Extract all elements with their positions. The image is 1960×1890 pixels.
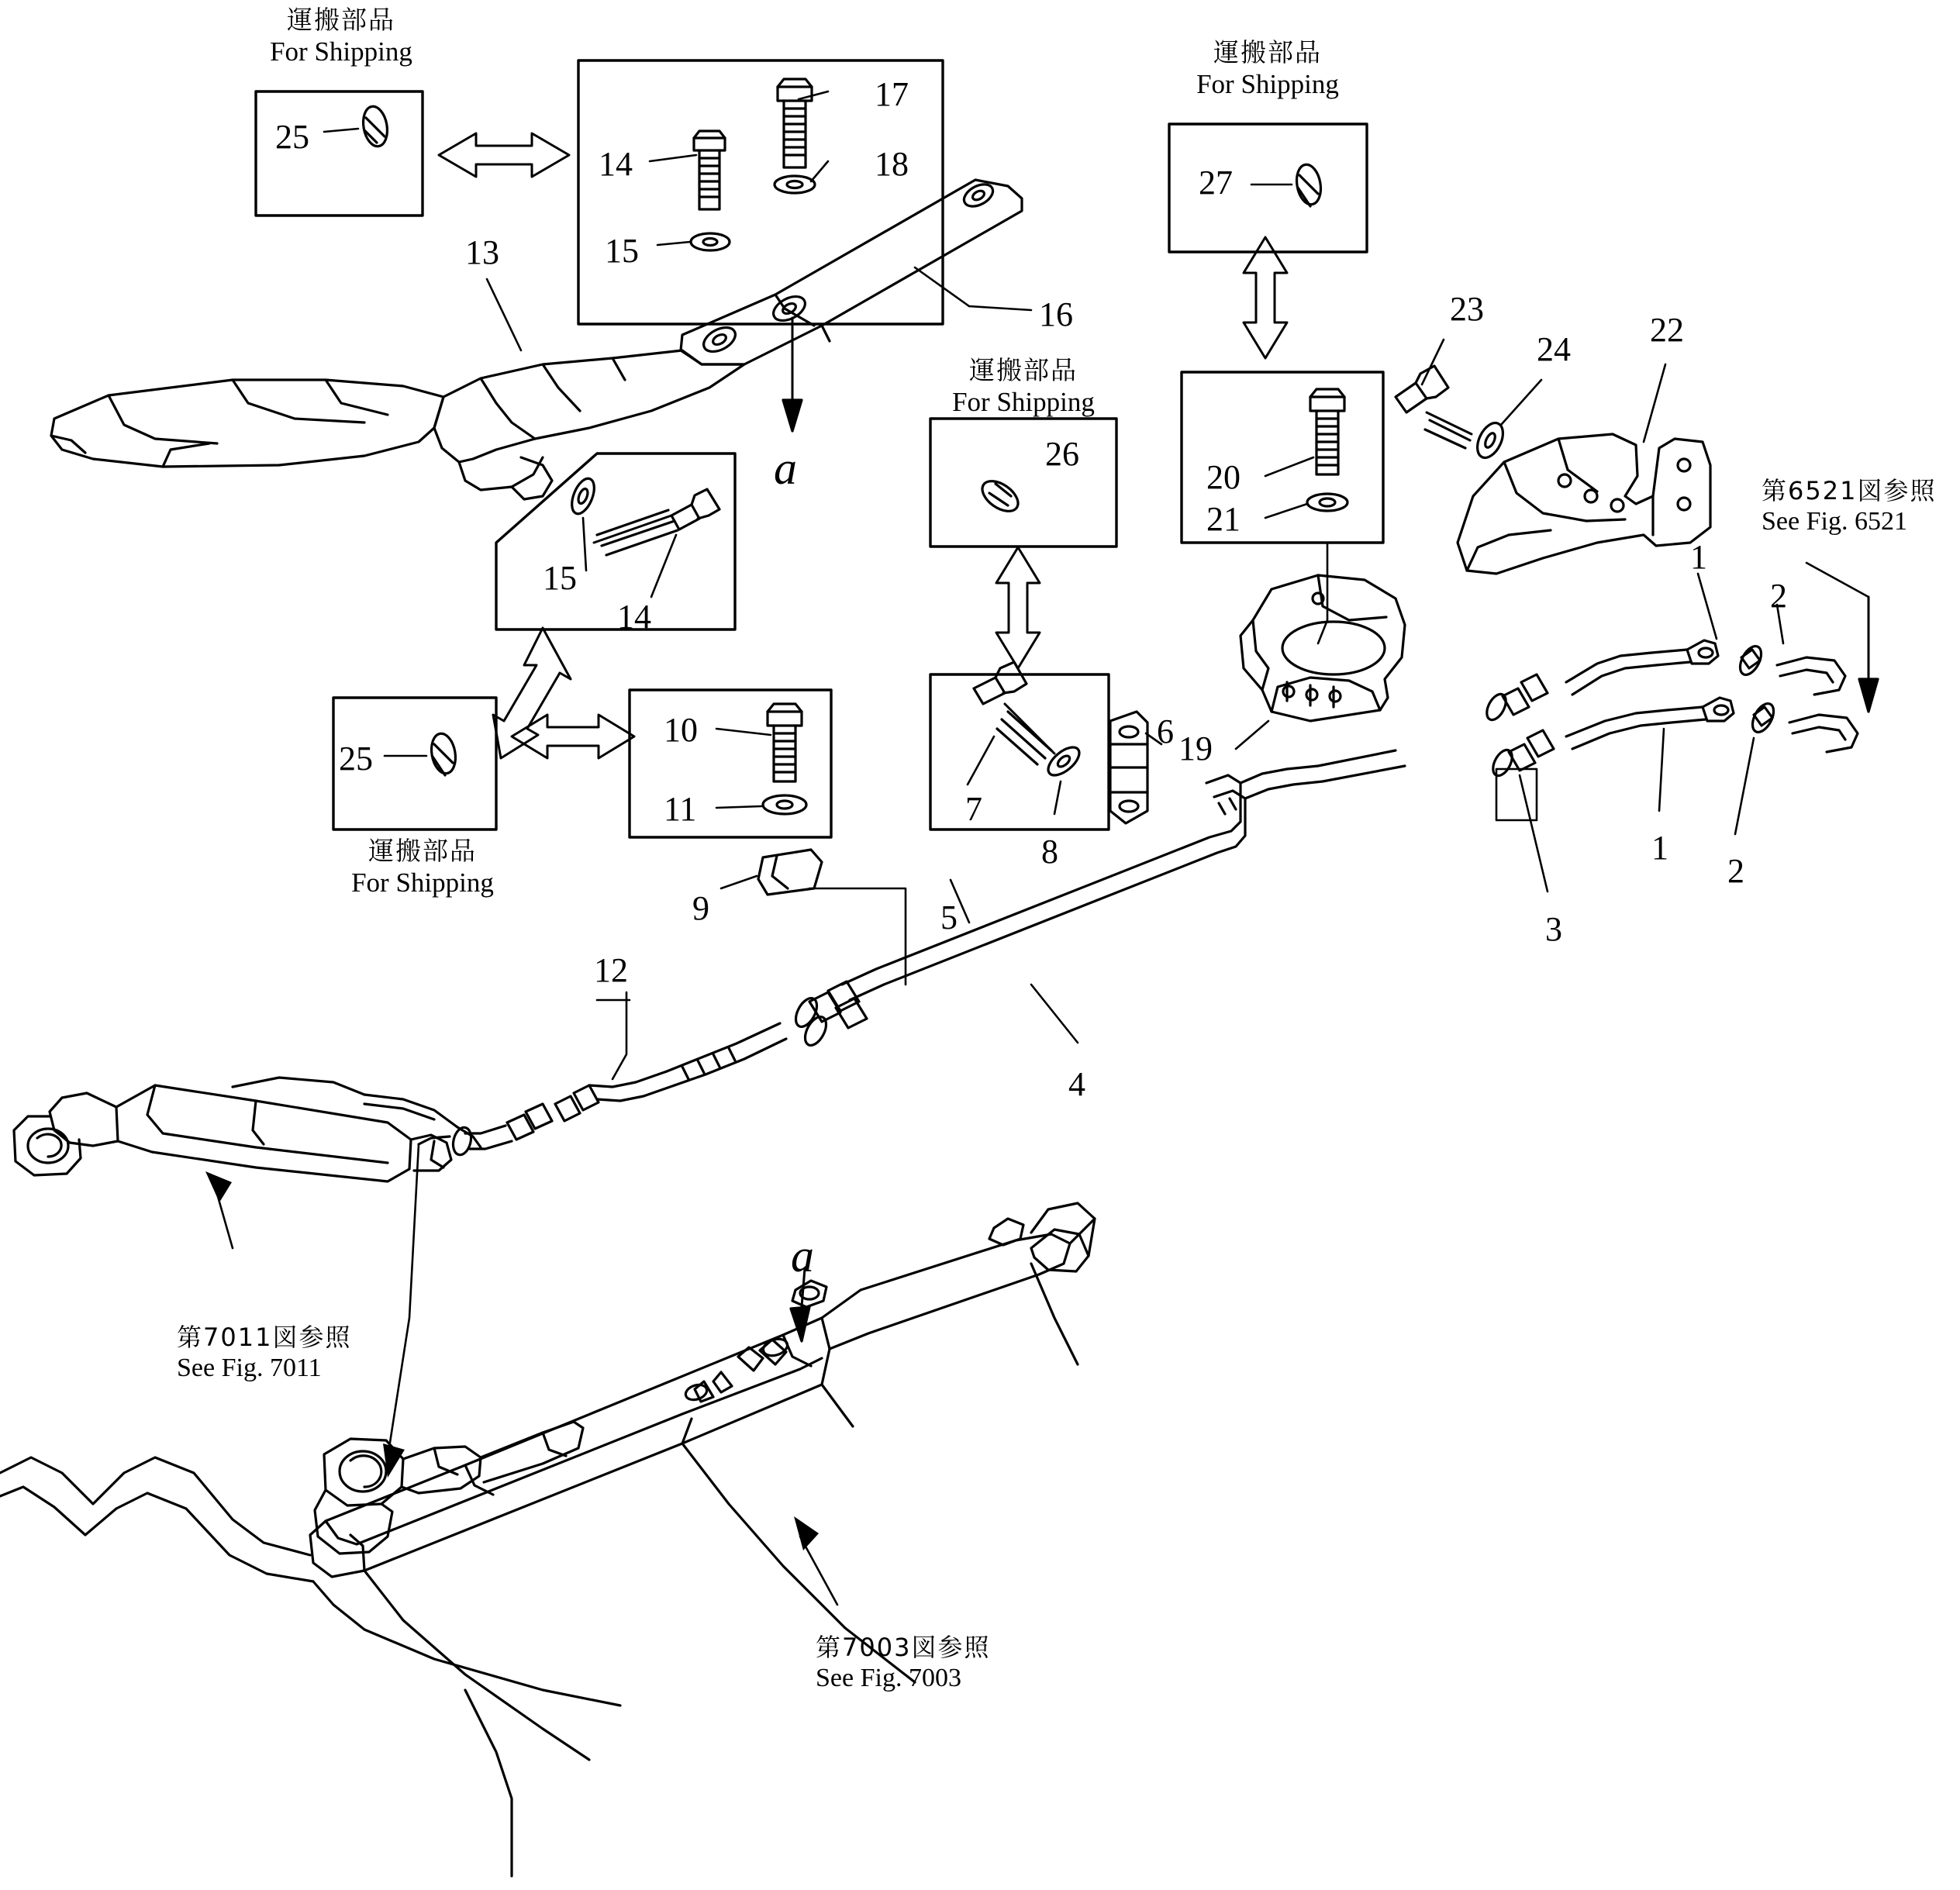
bolt-14-box [694,131,725,209]
bolt-20 [1310,389,1344,474]
item-number-17: 17 [875,75,909,113]
left-plate [51,380,443,467]
bolt-10 [768,704,802,781]
arm-16 [681,180,1022,364]
item-number-4: 4 [1068,1065,1085,1103]
item-number-1a: 1 [1690,538,1707,576]
terrain [0,1264,1078,1876]
shipping-label-4 [314,831,531,898]
bracket-19 [1241,575,1405,721]
shipping-label-1-jp: 運搬部品 [287,5,395,35]
washer-11 [763,795,806,814]
bolt-7 [974,662,1054,764]
reference-fig-7011 [177,1318,351,1383]
item-number-13: 13 [465,233,499,271]
item-number-2a: 2 [1770,577,1787,615]
arrow-double-1 [439,133,569,177]
washer-21 [1307,494,1348,511]
shipping-label-4-jp: 運搬部品 [368,836,477,866]
washer-24 [1472,419,1508,461]
washer-15-lower [568,475,599,516]
shipping-label-4-en: For Shipping [351,867,494,898]
reference-fig-7003 [816,1628,990,1693]
reference-fig-7011-jp: 第7011図参照 [177,1323,352,1352]
pin-27 [1294,163,1324,206]
reference-fig-6521-jp: 第6521図参照 [1762,476,1937,505]
bolt-14-lower [594,489,719,555]
pin-25-lower [429,732,459,775]
hose-upper-right [1566,640,1845,695]
tube-4-5 [842,750,1405,1000]
item-number-14-lower: 14 [617,598,651,636]
shipping-label-1-en: For Shipping [270,36,412,67]
item-number-7: 7 [965,790,982,828]
crimp-right [1483,674,1554,779]
item-number-5: 5 [940,898,958,936]
item-number-19: 19 [1178,729,1213,767]
shipping-label-2-en: For Shipping [1196,69,1339,99]
shipping-label-3-jp: 運搬部品 [969,355,1078,385]
washer-15-box [691,233,730,250]
item-number-2b: 2 [1727,852,1744,890]
item-number-22: 22 [1650,311,1684,349]
item-number-10: 10 [664,711,698,749]
tube-fittings-left [792,981,867,1049]
item-number-25-lower: 25 [339,740,373,778]
item-number-9: 9 [692,889,709,927]
item-number-11: 11 [664,790,697,828]
section-mark-a-top: a [774,443,797,494]
item-number-26: 26 [1045,435,1079,473]
shipping-label-3 [915,350,1132,418]
item-number-23: 23 [1450,290,1484,328]
item-number-6: 6 [1157,712,1174,750]
lower-frame-7003 [310,1203,1095,1577]
reference-fig-6521 [1762,471,1936,536]
item-number-15-lower: 15 [543,559,577,597]
arm-13 [434,350,744,499]
item-number-14-box: 14 [599,145,633,183]
cylinder-7011 [14,1078,481,1181]
item-number-16: 16 [1039,295,1073,333]
reference-fig-6521-en: See Fig. 6521 [1762,507,1907,536]
bolt-23 [1396,366,1472,448]
item-number-27: 27 [1199,164,1233,202]
reference-fig-7011-en: See Fig. 7011 [177,1354,322,1382]
bolt-17 [778,79,812,167]
item-number-21: 21 [1206,500,1241,538]
arrow-double-2 [493,628,571,758]
pin-25-top [361,105,391,148]
item-number-3: 3 [1545,910,1562,948]
clamp-6 [1110,712,1147,823]
section-mark-a-lower: a [791,1230,814,1281]
item-number-1b: 1 [1651,829,1668,867]
arrow-double-3 [512,715,634,758]
hose-lower-right [1566,698,1858,752]
reference-fig-7003-jp: 第7003図参照 [816,1633,991,1662]
shipping-label-3-en: For Shipping [952,387,1095,417]
arrow-double-5 [1244,237,1287,358]
item-number-20: 20 [1206,458,1241,496]
item-number-8: 8 [1041,833,1058,871]
shipping-label-2-jp: 運搬部品 [1213,37,1322,67]
item-number-18: 18 [875,145,909,183]
item-number-12: 12 [594,951,628,989]
shipping-label-2 [1155,33,1380,100]
section-arrow-a-top [783,318,802,431]
pin-26 [977,475,1023,517]
item-number-24: 24 [1537,330,1571,368]
item-number-25-top: 25 [275,118,309,156]
arrow-double-4 [996,547,1040,668]
shipping-label-1 [233,0,450,67]
washer-18 [775,176,815,193]
reference-fig-7003-en: See Fig. 7003 [816,1664,961,1692]
bracket-22 [1458,434,1710,574]
item-number-15-box: 15 [605,232,639,270]
